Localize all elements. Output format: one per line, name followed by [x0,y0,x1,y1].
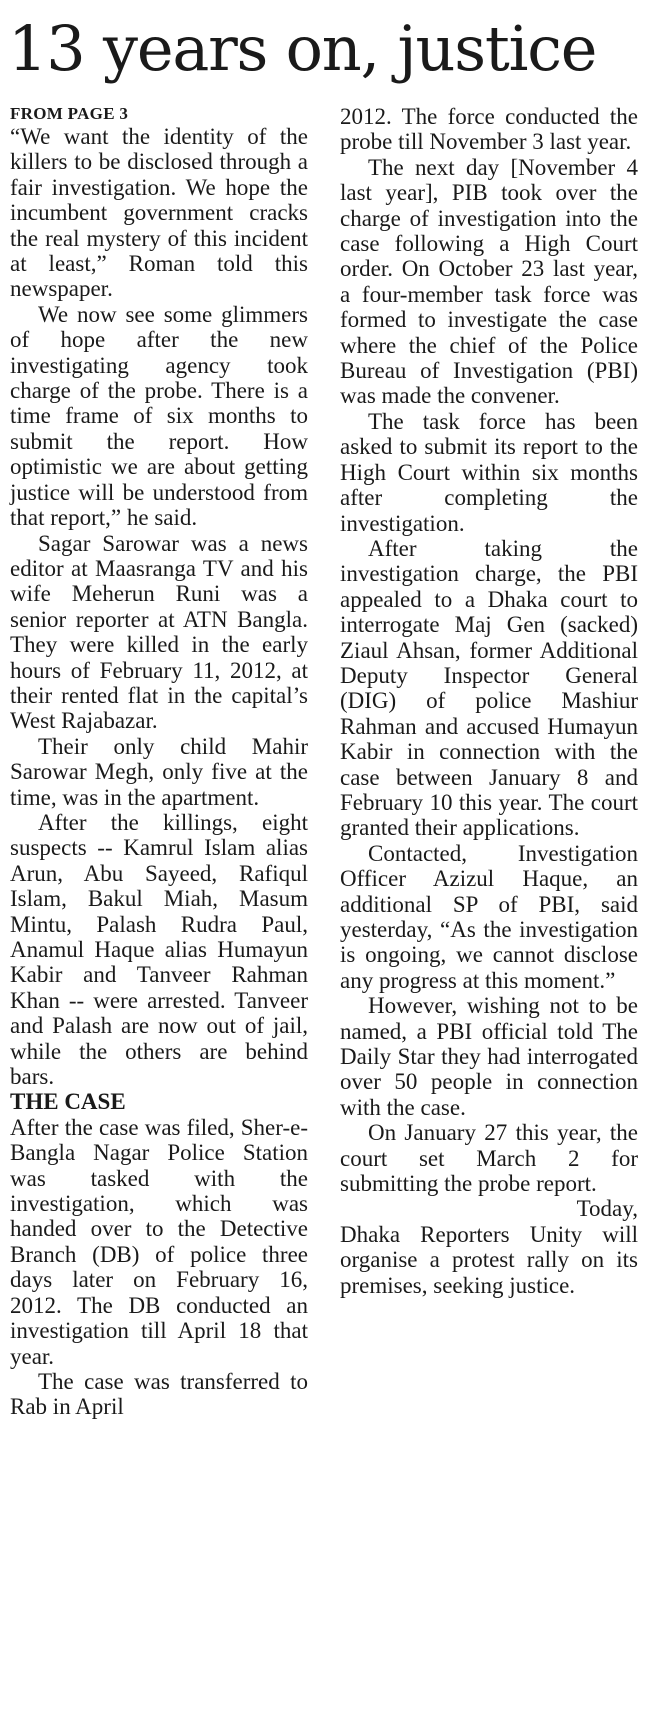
paragraph: The next day [November 4 last year], PIB took over the charge of investigation into the case following a High Court order. On October 23 last year, a four-member task force was formed to investigate the case where the chief of the Police Bureau of Investigation (PBI) was made the convener. [340,154,638,409]
paragraph: Contacted, Investigation Officer Azizul Haque, an additional SP of PBI, said yesterday, “As the investigation is ongoing, we cannot disclose any progress at this moment.” [340,840,638,993]
paragraph: On January 27 this year, the court set March 2 for submitting the probe report. [340,1120,638,1197]
paragraph: The case was transferred to Rab in April [10,1368,308,1420]
left-column [10,104,308,1420]
paragraph: After the case was filed, Sher-e-Bangla Nagar Police Station was tasked with the investigation, which was handed over to the Detective Branch (DB) of police three days later on February 16, 2012. The DB conducted an investigation till April 18 that year. [10,1114,308,1369]
paragraph: The task force has been asked to submit its report to the High Court within six months after completing the investigation. [340,408,638,536]
paragraph: Their only child Mahir Sarowar Megh, only five at the time, was in the apartment. [10,733,308,810]
section-heading: THE CASE [10,1089,126,1115]
paragraph: Sagar Sarowar was a news editor at Maasranga TV and his wife Meherun Runi was a senior reporter at ATN Bangla. They were killed in the early hours of February 11, 2012, at their rented flat in the capital’s West Rajabazar. [10,530,308,734]
paragraph: 2012. The force conducted the probe till November 3 last year. [340,104,638,155]
right-column [340,104,638,1298]
paragraph: We now see some glimmers of hope after the new investigating agency took charge of the probe. There is a time frame of six months to submit the report. How optimistic we are about getting justice will be understood from that report,” he said. [10,301,308,531]
paragraph: However, wishing not to be named, a PBI official told The Daily Star they had interrogated over 50 people in connection with the case. [340,993,638,1120]
headline: 13 years on, justice [8,12,597,85]
paragraph: “We want the identity of the killers to be disclosed through a fair investigation. We hope the incumbent government cracks the real mystery of this incident at least,” Roman told this newspaper. [10,124,308,302]
jump-label: FROM PAGE 3 [10,104,129,123]
paragraph: Today, [576,1196,638,1222]
paragraph: Dhaka Reporters Unity will organise a protest rally on its premises, seeking justice. [340,1221,638,1298]
paragraph: After the killings, eight suspects -- Kamrul Islam alias Arun, Abu Sayeed, Rafiqul Islam, Bakul Miah, Masum Mintu, Palash Rudra Paul, Anamul Haque alias Humayun Kabir and Tanveer Rahman Khan -- were arrested. Tanveer and Palash are now out of jail, while the others are behind bars. [10,809,308,1090]
paragraph: After taking the investigation charge, the PBI appealed to a Dhaka court to interrogate Maj Gen (sacked) Ziaul Ahsan, former Additional Deputy Inspector General (DIG) of police Mashiur Rahman and accused Humayun Kabir in connection with the case between January 8 and February 10 this year. The court granted their applications. [340,535,638,841]
